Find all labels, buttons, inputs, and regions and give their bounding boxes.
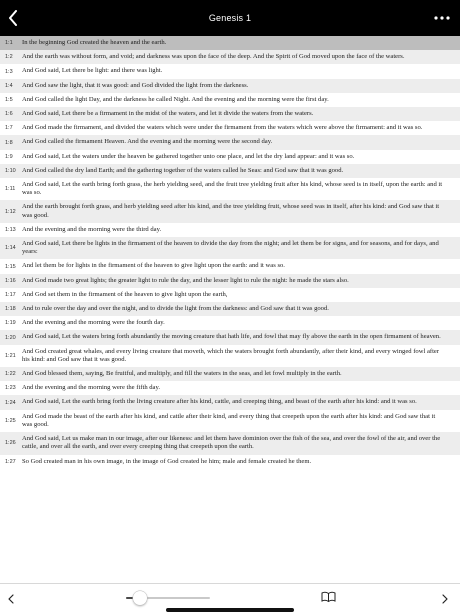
slider-thumb[interactable] bbox=[133, 591, 147, 605]
verse-number: 1:13 bbox=[5, 226, 16, 233]
chapter-slider[interactable] bbox=[126, 591, 210, 605]
verse-text: And the evening and the morning were the third day. bbox=[22, 225, 162, 233]
verse-row[interactable] bbox=[0, 302, 460, 316]
verse-row[interactable] bbox=[0, 367, 460, 381]
verse-row[interactable] bbox=[0, 381, 460, 395]
verse-text: And God called the light Day, and the darkness he called Night. And the evening and the morning were the first day. bbox=[22, 95, 329, 103]
verse-number: 1:22 bbox=[5, 371, 16, 378]
verse-row[interactable] bbox=[0, 432, 460, 454]
verse-text: And God said, Let there be a firmament in the midst of the waters, and let it divide the waters from the waters. bbox=[22, 110, 314, 118]
verse-row[interactable] bbox=[0, 79, 460, 93]
verse-row[interactable] bbox=[0, 330, 460, 344]
verse-row[interactable] bbox=[0, 395, 460, 409]
verse-row[interactable] bbox=[0, 178, 460, 200]
verse-row[interactable] bbox=[0, 410, 460, 432]
open-book-icon bbox=[321, 591, 336, 603]
back-button[interactable] bbox=[4, 8, 22, 28]
verse-row[interactable] bbox=[0, 259, 460, 273]
verse-text: And to rule over the day and over the night, and to divide the light from the darkness: and God saw that it was good. bbox=[22, 305, 329, 313]
verse-number: 1:23 bbox=[5, 385, 16, 392]
verse-row[interactable] bbox=[0, 345, 460, 367]
verse-number: 1:27 bbox=[5, 458, 16, 465]
previous-chapter-button[interactable] bbox=[4, 591, 18, 607]
verse-number: 1:19 bbox=[5, 320, 16, 327]
verse-number: 1:10 bbox=[5, 167, 16, 174]
verse-number: 1:20 bbox=[5, 334, 16, 341]
more-options-button[interactable] bbox=[432, 10, 452, 26]
verse-row[interactable] bbox=[0, 93, 460, 107]
verse-text: And the evening and the morning were the fifth day. bbox=[22, 384, 160, 392]
verse-number: 1:5 bbox=[5, 96, 13, 103]
navigation-bar bbox=[0, 0, 460, 36]
next-chapter-button[interactable] bbox=[438, 591, 452, 607]
home-indicator bbox=[166, 608, 294, 612]
verse-number: 1:3 bbox=[5, 68, 13, 75]
verse-list[interactable] bbox=[0, 36, 460, 583]
verse-text: And God said, Let there be lights in the firmament of the heaven to divide the day from the night; and let them be for signs, and for seasons, and for days, and years: bbox=[22, 240, 439, 256]
verse-number: 1:9 bbox=[5, 153, 13, 160]
verse-number: 1:15 bbox=[5, 263, 16, 270]
verse-number: 1:6 bbox=[5, 111, 13, 118]
verse-row[interactable] bbox=[0, 135, 460, 149]
verse-text: And God said, Let there be light: and there was light. bbox=[22, 67, 163, 75]
verse-row[interactable] bbox=[0, 274, 460, 288]
verse-number: 1:12 bbox=[5, 208, 16, 215]
verse-row[interactable] bbox=[0, 121, 460, 135]
verse-text: And the evening and the morning were the fourth day. bbox=[22, 319, 165, 327]
verse-row[interactable] bbox=[0, 223, 460, 237]
verse-text: And God blessed them, saying, Be fruitful, and multiply, and fill the waters in the seas, and let fowl multiply in the earth. bbox=[22, 370, 342, 378]
verse-row[interactable] bbox=[0, 200, 460, 222]
verse-text: And God said, Let the earth bring forth the living creature after his kind, cattle, and creeping thing, and beast of the earth after his kind: and it was so. bbox=[22, 398, 417, 406]
verse-text: And the earth was without form, and void; and darkness was upon the face of the deep. And the Spirit of God moved upon the face of the waters. bbox=[22, 53, 405, 61]
verse-text: In the beginning God created the heaven and the earth. bbox=[22, 39, 167, 46]
verse-number: 1:1 bbox=[5, 40, 13, 47]
verse-number: 1:4 bbox=[5, 82, 13, 89]
verse-row[interactable] bbox=[0, 288, 460, 302]
verse-number: 1:7 bbox=[5, 125, 13, 132]
verse-row[interactable] bbox=[0, 164, 460, 178]
verse-number: 1:25 bbox=[5, 417, 16, 424]
verse-row[interactable] bbox=[0, 150, 460, 164]
verse-row[interactable] bbox=[0, 316, 460, 330]
page-title: Genesis 1 bbox=[208, 13, 252, 23]
verse-row[interactable] bbox=[0, 237, 460, 259]
verse-number: 1:14 bbox=[5, 245, 16, 252]
verse-text: And God set them in the firmament of the heaven to give light upon the earth, bbox=[22, 290, 228, 298]
chevron-left-icon bbox=[8, 594, 14, 604]
chevron-right-icon bbox=[442, 594, 448, 604]
book-button[interactable] bbox=[320, 589, 336, 605]
verse-number: 1:8 bbox=[5, 139, 13, 146]
verse-number: 1:16 bbox=[5, 277, 16, 284]
verse-text: And God said, Let the waters bring forth abundantly the moving creature that hath life, and fowl that may fly above the earth in the open firmament of heaven. bbox=[22, 333, 441, 341]
verse-text: And God called the dry land Earth; and the gathering together of the waters called he Seas: and God saw that it was good. bbox=[22, 166, 344, 174]
verse-text: And God said, Let the waters under the heaven be gathered together unto one place, and let the dry land appear: and it was so. bbox=[22, 152, 355, 160]
bottom-toolbar bbox=[0, 583, 460, 614]
verse-text: And God said, Let us make man in our image, after our likeness: and let them have dominion over the fish of the sea, and over the fowl of the air, and over the cattle, and over all the earth, and over every creeping thing that creepeth upon the earth. bbox=[22, 435, 441, 451]
verse-text: And God made the firmament, and divided the waters which were under the firmament from the waters which were above the firmament: and it was so. bbox=[22, 124, 423, 132]
verse-number: 1:2 bbox=[5, 54, 13, 61]
verse-text: And God said, Let the earth bring forth grass, the herb yielding seed, and the fruit tree yielding fruit after his kind, whose seed is in itself, upon the earth: and it was so. bbox=[22, 181, 443, 197]
verse-text: And God created great whales, and every living creature that moveth, which the waters brought forth abundantly, after their kind, and every winged fowl after his kind: and God saw that it was good. bbox=[22, 347, 440, 363]
verse-text: And God saw the light, that it was good: and God divided the light from the darkness. bbox=[22, 81, 249, 89]
verse-row[interactable] bbox=[0, 50, 460, 64]
verse-number: 1:21 bbox=[5, 352, 16, 359]
ellipsis-icon bbox=[434, 16, 450, 20]
verse-text: And God made two great lights; the greater light to rule the day, and the lesser light to rule the night: he made the stars also. bbox=[22, 276, 349, 284]
verse-row[interactable] bbox=[0, 455, 460, 469]
verse-number: 1:24 bbox=[5, 399, 16, 406]
verse-text: And let them be for lights in the firmament of the heaven to give light upon the earth: and it was so. bbox=[22, 262, 285, 270]
verse-row[interactable] bbox=[0, 64, 460, 78]
verse-row[interactable] bbox=[0, 36, 460, 50]
verse-number: 1:18 bbox=[5, 306, 16, 313]
verse-text: And God made the beast of the earth after his kind, and cattle after their kind, and every thing that creepeth upon the earth after his kind: and God saw that it was good. bbox=[22, 412, 436, 428]
verse-number: 1:17 bbox=[5, 291, 16, 298]
verse-text: And the earth brought forth grass, and herb yielding seed after his kind, and the tree yielding fruit, whose seed was in itself, after his kind: and God saw that it was good. bbox=[22, 203, 440, 219]
chevron-left-icon bbox=[8, 10, 18, 26]
verse-text: So God created man in his own image, in the image of God created he him; male and female created he them. bbox=[22, 457, 312, 465]
verse-row[interactable] bbox=[0, 107, 460, 121]
verse-text: And God called the firmament Heaven. And the evening and the morning were the second day. bbox=[22, 138, 273, 146]
verse-number: 1:26 bbox=[5, 440, 16, 447]
verse-number: 1:11 bbox=[5, 186, 16, 193]
